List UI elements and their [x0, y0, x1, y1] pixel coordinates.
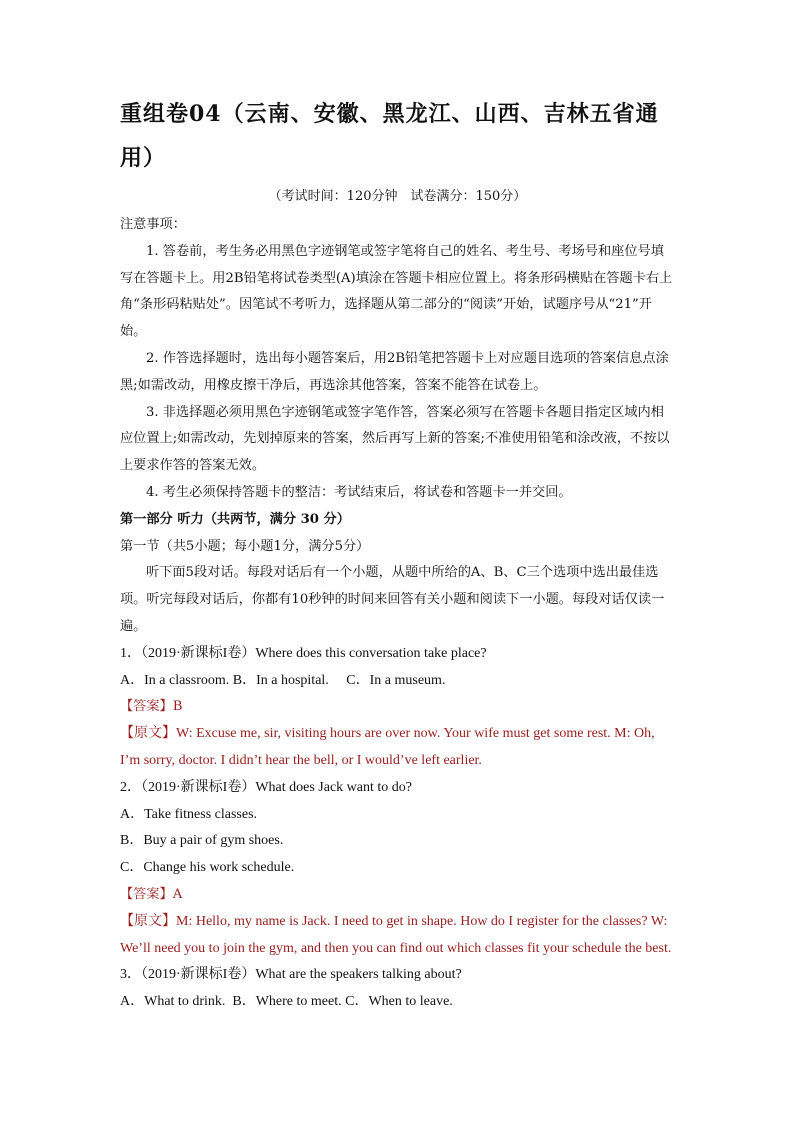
question-1-options: A．In a classroom. B．In a hospital. C．In a museum. — [120, 672, 446, 688]
note-item-4: 4. 考生必须保持答题卡的整洁：考试结束后，将试卷和答题卡一并交回。 — [146, 484, 572, 500]
question-2-stem: 2．（2019·新课标I卷）What does Jack want to do? — [120, 779, 412, 795]
document-body — [120, 212, 675, 1016]
note-item-3: 3. 非选择题必须用黑色字迹钢笔或签字笔作答，答案必须写在答题卡各题目指定区域内相应位置上;如需改动，先划掉原来的答案，然后再写上新的答案;不准使用铅笔和涂改液，不按以上要求作答的答案无效。 — [120, 404, 670, 474]
question-2-transcript: 【原文】M: Hello, my name is Jack. I need to get in shape. How do I register for the classes? W: We’ll need you to join the gym, and then you can find out which classes fit your schedule the best. — [120, 913, 672, 956]
question-1-answer: 【答案】B — [120, 699, 183, 715]
page-title: 重组卷04（云南、安徽、黑龙江、山西、吉林五省通用） — [120, 101, 659, 171]
question-2-answer: 【答案】A — [120, 886, 183, 902]
notes-heading: 注意事项： — [120, 217, 186, 232]
exam-info: （考试时间：120分钟 试卷满分：150分） — [268, 189, 527, 204]
question-2-option-c: C．Change his work schedule. — [120, 860, 295, 876]
question-3-options: A．What to drink. B．Where to meet. C．When to leave. — [120, 994, 453, 1010]
question-1-stem: 1．（2019·新课标I卷）Where does this conversation take place? — [120, 645, 487, 661]
question-2-option-a: A．Take fitness classes. — [120, 806, 258, 822]
note-item-2: 2. 作答选择题时，选出每小题答案后，用2B铅笔把答题卡上对应题目选项的答案信息点涂黑;如需改动，用橡皮擦干净后，再选涂其他答案，答案不能答在试卷上。 — [120, 350, 669, 393]
note-item-1: 1. 答卷前，考生务必用黑色字迹钢笔或签字笔将自己的姓名、考生号、考场号和座位号填写在答题卡上。用2B铅笔将试卷类型(A)填涂在答题卡相应位置上。将条形码横贴在答题卡右上角“条形码粘贴处”。因笔试不考听力，选择题从第二部分的“阅读”开始，试题序号从“21”开始。 — [120, 243, 673, 340]
question-3-stem: 3．（2019·新课标I卷）What are the speakers talking about? — [120, 967, 462, 983]
question-2-option-b: B．Buy a pair of gym shoes. — [120, 833, 284, 849]
section1-instructions: 听下面5段对话。每段对话后有一个小题，从题中所给的A、B、C三个选项中选出最佳选项。听完每段对话后，你都有10秒钟的时间来回答有关小题和阅读下一小题。每段对话仅读一遍。 — [120, 565, 665, 634]
part1-heading: 第一部分 听力（共两节，满分 30 分） — [120, 511, 350, 527]
section1-heading: 第一节（共5小题；每小题1分，满分5分） — [120, 538, 370, 554]
question-1-transcript: 【原文】W: Excuse me, sir, visiting hours are over now. Your wife must get some rest. M: Oh, I’m sorry, doctor. I didn’t hear the bell, or I would’ve left earlier. — [120, 726, 655, 768]
